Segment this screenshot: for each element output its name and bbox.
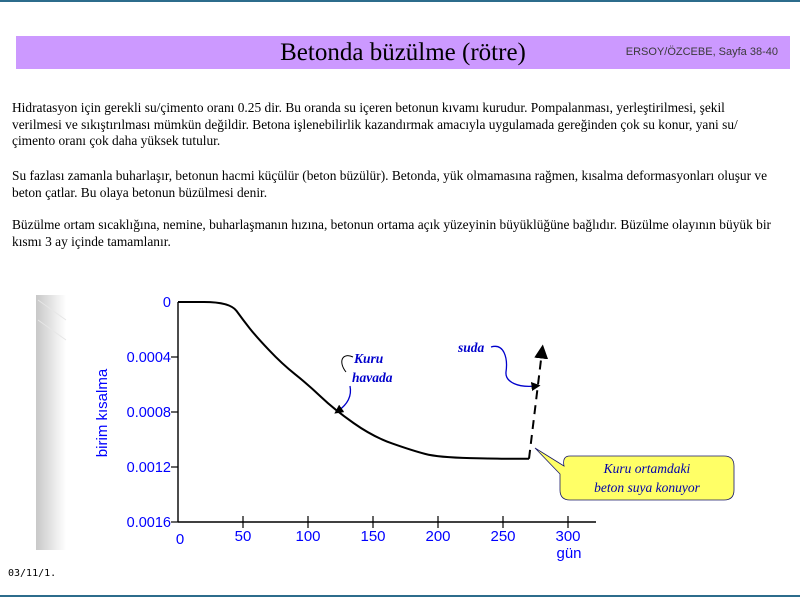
side-shade-panel — [36, 295, 66, 550]
x-ticks — [176, 516, 581, 548]
bottom-rule — [0, 595, 800, 597]
callout-text-line2: beton suya konuyor — [594, 480, 700, 495]
annotation-dry-air-line2: havada — [352, 370, 393, 385]
shrinkage-chart — [0, 280, 800, 570]
x-tick-label: 0 — [175, 531, 185, 548]
title-reference: ERSOY/ÖZCEBE, Sayfa 38-40 — [625, 46, 778, 58]
annotation-in-water: suda — [458, 340, 485, 355]
y-ticks — [127, 295, 178, 531]
x-tick-label: 100 — [295, 528, 321, 545]
x-tick-label: 250 — [490, 528, 516, 545]
shrinkage-curve-water — [529, 352, 542, 459]
x-tick-label: 150 — [360, 528, 386, 545]
annotation-dry-air-line1: Kuru — [354, 351, 384, 366]
paragraph-evaporation: Su fazlası zamanla buharlaşır, betonun hacmi küçülür (beton büzülür). Betonda, yük olmamasına rağmen, kısalma deformasyonları oluşur ve beton çatlar. Bu olaya betonun büzülmesi denir. — [12, 168, 768, 200]
callout-text-line1: Kuru ortamdaki — [603, 461, 691, 476]
y-axis-label: birim kısalma — [94, 368, 111, 458]
x-axis-unit-label: gün — [556, 545, 582, 562]
slide-title: Betonda büzülme (rötre) — [280, 39, 526, 66]
y-tick-label: 0.0004 — [126, 350, 171, 366]
y-tick-label: 0.0012 — [126, 460, 171, 476]
y-tick-label: 0 — [162, 295, 171, 311]
footer-date: 03/11/1. — [8, 568, 57, 579]
annotation-in-water-pointer — [491, 346, 536, 386]
paragraph-hydration: Hidratasyon için gerekli su/çimento oranı 0.25 dir. Bu oranda su içeren betonun kıvamı kurudur. Pompalanması, yerleştirilmesi, şekil verilmesi ve sıkıştırılması mümkün değildir. Betona işlenebilirlik kazandırmak amacıyla uygulamada gereğinden çok su konur, yani su/çimento oranı çok daha yüksek tutulur. — [12, 100, 738, 148]
y-tick-label: 0.0008 — [126, 405, 171, 421]
annotation-dry-air-pointer — [338, 386, 351, 411]
x-tick-label: 50 — [234, 528, 252, 545]
paragraph-factors: Büzülme ortam sıcaklığına, nemine, buharlaşmanın hızına, betonun ortama açık yüzeyinin büyüklüğüne bağlıdır. Büzülme olayının büyük bir kısmı 3 ay içinde tamamlanır. — [12, 217, 771, 249]
top-rule — [0, 0, 800, 2]
y-tick-label: 0.0016 — [126, 515, 171, 531]
x-tick-label: 200 — [425, 528, 451, 545]
x-tick-label: 300 — [555, 528, 581, 545]
title-bar — [16, 36, 790, 69]
